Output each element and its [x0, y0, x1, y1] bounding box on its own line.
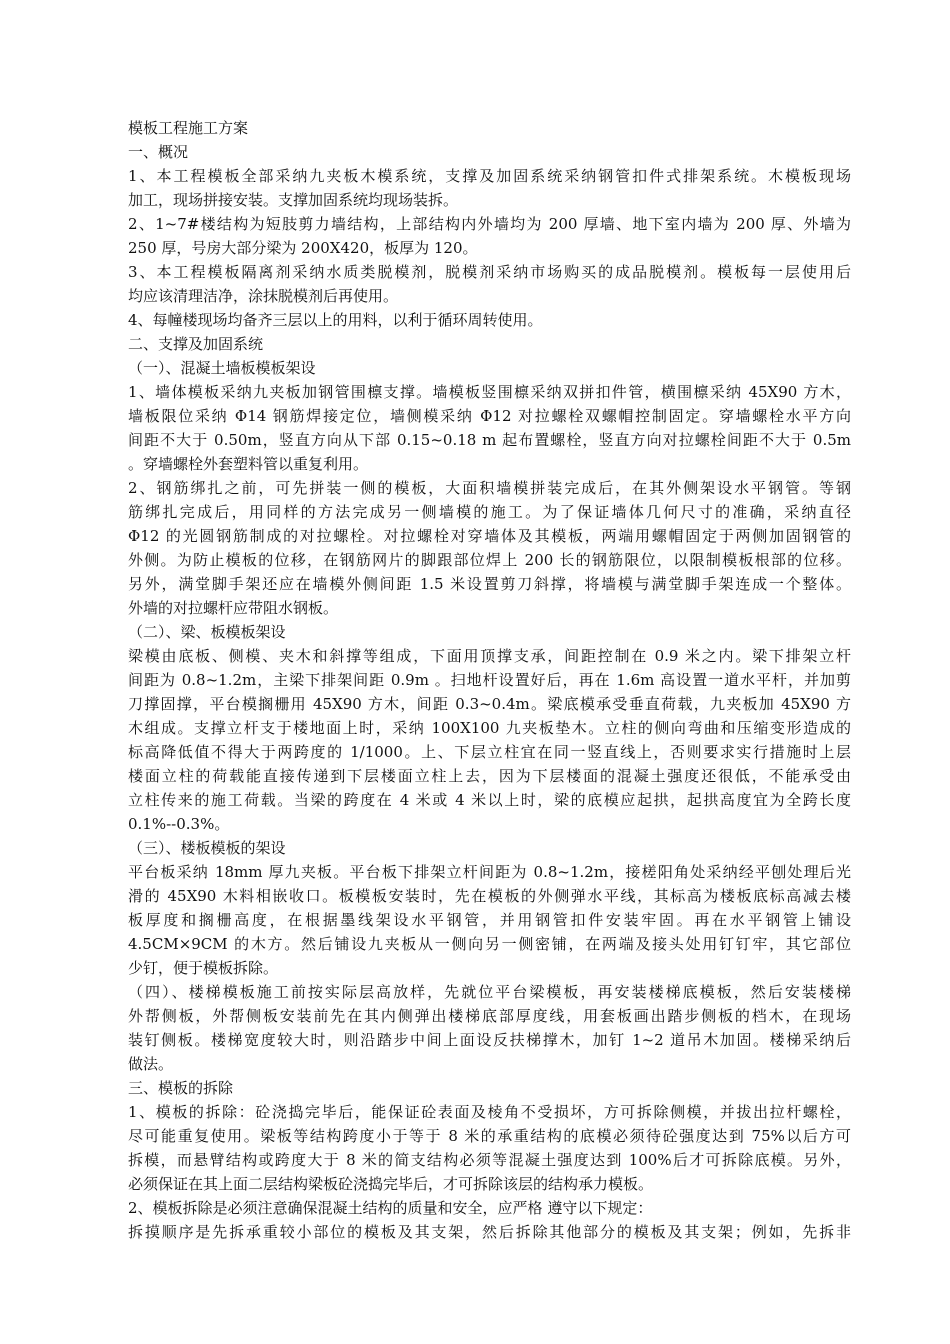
text-line: 1、墙体模板采纳九夹板加钢管围檩支撑。墙模板竖围檩采纳双拼扣件管，横围檩采纳 45X90 方木， [128, 383, 851, 401]
text-line: 立柱传来的施工荷载。当梁的跨度在 4 米或 4 米以上时，梁的底模应起拱，起拱高度宜为全跨长度 [128, 791, 851, 809]
text-line: 1、模板的拆除：砼浇捣完毕后，能保证砼表面及棱角不受损坏，方可拆除侧模，并拔出拉杆螺栓， [128, 1103, 851, 1121]
text-line: 梁模由底板、侧模、夹木和斜撑等组成，下面用顶撑支承，间距控制在 0.9 米之内。梁下排架立杆 [128, 647, 851, 665]
text-line: 2、钢筋绑扎之前，可先拼装一侧的模板，大面积墙模拼装完成后，在其外侧架设水平钢管。等钢 [128, 479, 851, 497]
text-line: 标高降低值不得大于两跨度的 1/1000。上、下层立柱宜在同一竖直线上，否则要求实行措施时上层 [128, 743, 851, 761]
text-line: 少钉，便于模板拆除。 [128, 959, 279, 977]
text-line: 。穿墙螺栓外套塑料管以重复利用。 [128, 455, 369, 473]
text-line: 外墙的对拉螺杆应带阻水钢板。 [128, 599, 339, 617]
text-line: 一、概况 [128, 143, 189, 161]
text-line: 平台板采纳 18mm 厚九夹板。平台板下排架立杆间距为 0.8~1.2m，接槎阳角处采纳经平刨处理后光 [128, 863, 851, 881]
text-line: 二、支撑及加固系统 [128, 335, 264, 353]
text-line: 4、每幢楼现场均备齐三层以上的用料，以利于循环周转使用。 [128, 311, 543, 329]
text-line: 墙板限位采纳 Φ14 钢筋焊接定位，墙侧模采纳 Φ12 对拉螺栓双螺帽控制固定。穿墙螺栓水平方向 [128, 407, 851, 425]
text-line: Φ12 的光圆钢筋制成的对拉螺栓。对拉螺栓对穿墙体及其模板，两端用螺帽固定于两侧加固钢管的 [128, 527, 851, 545]
text-line: 装钉侧板。楼梯宽度较大时，则沿踏步中间上面设反扶梯撑木，加钉 1~2 道吊木加固。楼梯采纳后 [128, 1031, 851, 1049]
document-page [128, 116, 851, 1244]
text-line: 必须保证在其上面二层结构梁板砼浇捣完毕后，才可拆除该层的结构承力模板。 [128, 1175, 654, 1193]
document-title: 模板工程施工方案 [128, 119, 249, 137]
text-line: 1、本工程模板全部采纳九夹板木模系统，支撑及加固系统采纳钢管扣件式排架系统。木模板现场 [128, 167, 851, 185]
text-line: 均应该清理洁净，涂抹脱模剂后再使用。 [128, 287, 399, 305]
text-line: 250 厚，号房大部分梁为 200X420，板厚为 120。 [128, 239, 478, 257]
text-line: 0.1%--0.3%。 [128, 815, 230, 833]
text-line: 尽可能重复使用。梁板等结构跨度小于等于 8 米的承重结构的底模必须待砼强度达到 75%以后方可 [128, 1127, 851, 1145]
text-line: 外帮侧板，外帮侧板安装前先在其内侧弹出楼梯底部厚度线，用套板画出踏步侧板的档木，在现场 [128, 1007, 851, 1025]
text-line: 拆模，而悬臂结构或跨度大于 8 米的简支结构必须等混凝土强度达到 100%后才可拆除底模。另外， [128, 1151, 851, 1169]
text-line: 外侧。为防止模板的位移，在钢筋网片的脚跟部位焊上 200 长的钢筋限位，以限制模板根部的位移。 [128, 551, 851, 569]
text-line: 滑的 45X90 木料相嵌收口。板模板安装时，先在模板的外侧弹水平线，其标高为楼板底标高减去楼 [128, 887, 851, 905]
text-line: 楼面立柱的荷载能直接传递到下层楼面立柱上去，因为下层楼面的混凝土强度还很低，不能承受由 [128, 767, 851, 785]
text-line: 4.5CM×9CM 的木方。然后铺设九夹板从一侧向另一侧密铺，在两端及接头处用钉钉牢，其它部位 [128, 935, 851, 953]
text-line: 木组成。支撑立杆支于楼地面上时，采纳 100X100 九夹板垫木。立柱的侧向弯曲和压缩变形造成的 [128, 719, 851, 737]
text-line: （四）、楼梯模板施工前按实际层高放样，先就位平台梁模板，再安装楼梯底模板，然后安装楼梯 [128, 983, 851, 1001]
text-line: 2、模板拆除是必须注意确保混凝土结构的质量和安全，应严格 遵守以下规定： [128, 1199, 653, 1217]
text-line: 2、1~7#楼结构为短肢剪力墙结构，上部结构内外墙均为 200 厚墙、地下室内墙为 200 厚、外墙为 [128, 215, 851, 233]
text-line: 拆摸顺序是先拆承重较小部位的模板及其支架，然后拆除其他部分的模板及其支架；例如，先拆非 [128, 1223, 851, 1241]
text-line: （一）、混凝土墙板模板架设 [128, 359, 316, 377]
text-line: 三、模板的拆除 [128, 1079, 234, 1097]
text-line: 间距不大于 0.50m，竖直方向从下部 0.15~0.18 m 起布置螺栓，竖直方向对拉螺栓间距不大于 0.5m [128, 431, 851, 449]
text-line: 加工，现场拼接安装。支撑加固系统均现场装拆。 [128, 191, 459, 209]
text-line: 间距为 0.8~1.2m，主梁下排架间距 0.9m 。扫地杆设置好后，再在 1.6m 高设置一道水平杆，并加剪 [128, 671, 851, 689]
document-body [128, 140, 851, 1244]
text-line: （二）、梁、板模板架设 [128, 623, 286, 641]
text-line: 刀撑固撑，平台模搁栅用 45X90 方木，间距 0.3~0.4m。梁底模承受垂直荷载，九夹板加 45X90 方 [128, 695, 851, 713]
text-line: 板厚度和搁栅高度，在根据墨线架设水平钢管，并用钢管扣件安装牢固。再在水平钢管上铺设 [128, 911, 851, 929]
text-line: 筋绑扎完成后，用同样的方法完成另一侧墙模的施工。为了保证墙体几何尺寸的准确，采纳直径 [128, 503, 851, 521]
text-line: 另外，满堂脚手架还应在墙模外侧间距 1.5 米设置剪刀斜撑，将墙模与满堂脚手架连成一个整体。 [128, 575, 851, 593]
text-line: （三）、楼板模板的架设 [128, 839, 286, 857]
text-line: 3、本工程模板隔离剂采纳水质类脱模剂，脱模剂采纳市场购买的成品脱模剂。模板每一层使用后 [128, 263, 851, 281]
text-line: 做法。 [128, 1055, 174, 1073]
